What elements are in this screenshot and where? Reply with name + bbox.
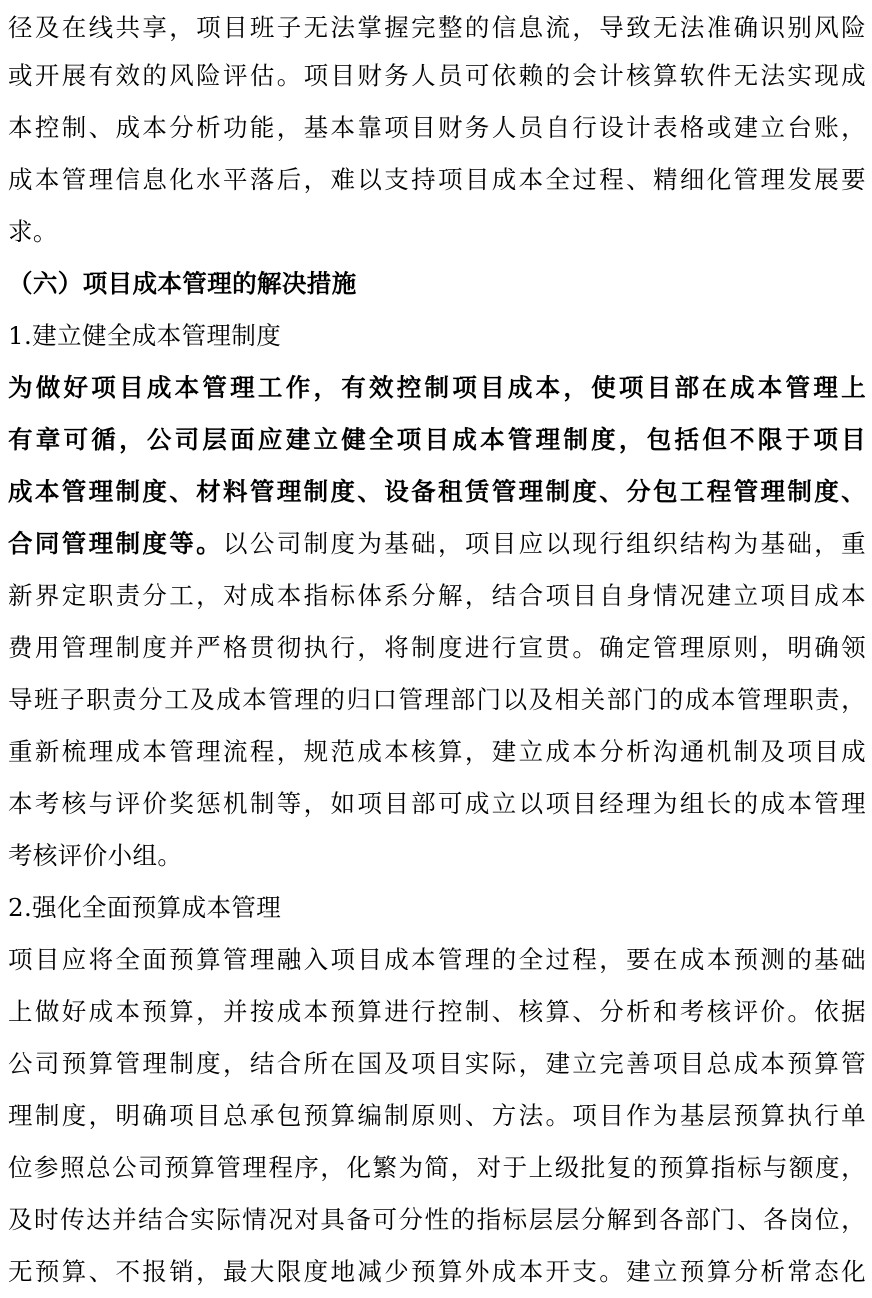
text-line: 理制度，明确项目总承包预算编制原则、方法。项目作为基层预算执行单 [8, 1101, 866, 1130]
text-line-bold: 成本管理制度、材料管理制度、设备租赁管理制度、分包工程管理制度、 [8, 477, 866, 506]
text-line: 重新梳理成本管理流程，规范成本核算，建立成本分析沟通机制及项目成 [8, 737, 866, 766]
text-line: 无预算、不报销，最大限度地减少预算外成本开支。建立预算分析常态化 [8, 1257, 866, 1286]
text-line: 导班子职责分工及成本管理的归口管理部门以及相关部门的成本管理职责， [8, 685, 866, 714]
text-line: 成本管理信息化水平落后，难以支持项目成本全过程、精细化管理发展要 [8, 165, 866, 194]
text-line: 项目应将全面预算管理融入项目成本管理的全过程，要在成本预测的基础 [8, 945, 866, 974]
text-line: 或开展有效的风险评估。项目财务人员可依赖的会计核算软件无法实现成 [8, 61, 866, 90]
regular-suffix: 以公司制度为基础，项目应以现行组织结构为基础，重 [223, 529, 866, 558]
text-line-bold: 为做好项目成本管理工作，有效控制项目成本，使项目部在成本管理上 [8, 373, 866, 402]
text-line: 考核评价小组。 [8, 841, 183, 870]
text-line: 径及在线共享，项目班子无法掌握完整的信息流，导致无法准确识别风险 [8, 13, 866, 42]
text-line: 位参照总公司预算管理程序，化繁为简，对于上级批复的预算指标与额度， [8, 1153, 866, 1182]
text-line-mixed [8, 518, 866, 570]
subsection-heading: 1.建立健全成本管理制度 [8, 321, 282, 350]
subsection-heading: 2.强化全面预算成本管理 [8, 893, 282, 922]
text-line: 及时传达并结合实际情况对具备可分性的指标层层分解到各部门、各岗位， [8, 1205, 866, 1234]
section-heading: （六）项目成本管理的解决措施 [8, 269, 357, 298]
text-line: 公司预算管理制度，结合所在国及项目实际，建立完善项目总成本预算管 [8, 1049, 866, 1078]
text-line: 本控制、成本分析功能，基本靠项目财务人员自行设计表格或建立台账， [8, 113, 866, 142]
text-line: 新界定职责分工，对成本指标体系分解，结合项目自身情况建立项目成本 [8, 581, 866, 610]
bold-prefix: 合同管理制度等。 [8, 529, 223, 558]
text-line-bold: 有章可循，公司层面应建立健全项目成本管理制度，包括但不限于项目 [8, 425, 866, 454]
text-line: 求。 [8, 217, 58, 246]
document-page [8, 0, 866, 1298]
text-line: 上做好成本预算，并按成本预算进行控制、核算、分析和考核评价。依据 [8, 997, 866, 1026]
text-line: 本考核与评价奖惩机制等，如项目部可成立以项目经理为组长的成本管理 [8, 789, 866, 818]
text-line: 费用管理制度并严格贯彻执行，将制度进行宣贯。确定管理原则，明确领 [8, 633, 866, 662]
